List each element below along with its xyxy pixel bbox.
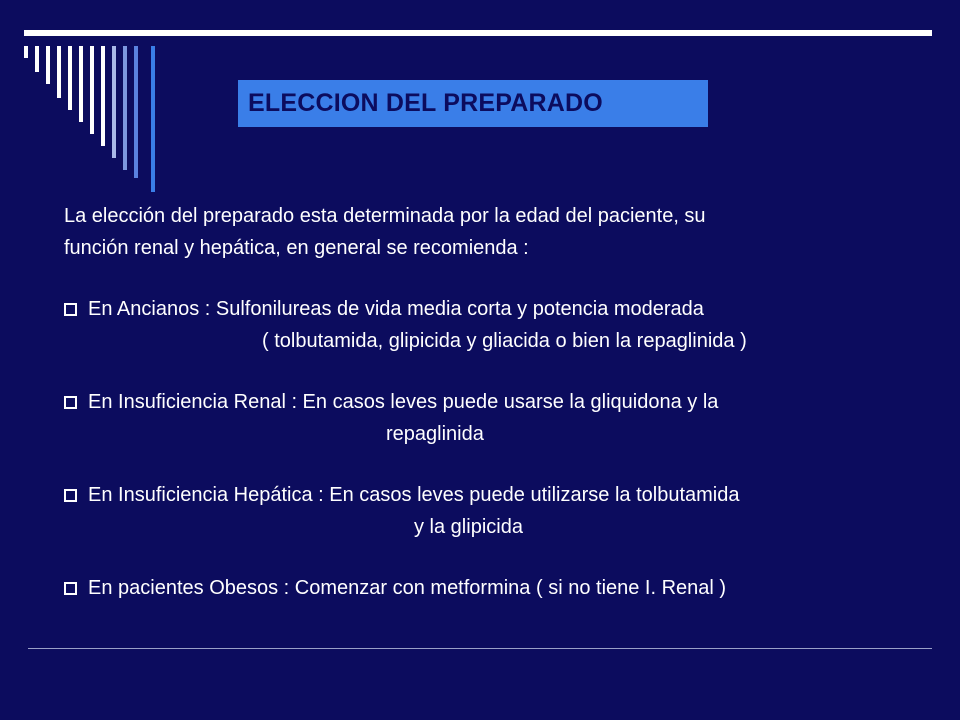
- decorative-bar: [57, 46, 61, 98]
- slide-title: ELECCION DEL PREPARADO: [248, 89, 603, 117]
- intro-line: La elección del preparado esta determinada por la edad del paciente, su: [64, 205, 706, 227]
- slide-body: [64, 200, 954, 604]
- top-rule: [24, 30, 932, 36]
- bullet-item: [64, 572, 954, 604]
- bullet-text: En Insuficiencia Renal : En casos leves puede usarse la gliquidona y la: [88, 391, 719, 413]
- decorative-bar: [35, 46, 39, 72]
- bullet-continuation: y la glipicida: [414, 516, 523, 538]
- bullet-item: [64, 293, 954, 325]
- bullet-continuation: ( tolbutamida, glipicida y gliacida o bien la repaglinida ): [262, 330, 747, 352]
- bottom-rule: [28, 648, 932, 649]
- decorative-bar: [134, 46, 138, 178]
- decorative-bar: [112, 46, 116, 158]
- checkbox-icon: [64, 396, 77, 409]
- decorative-bar: [24, 46, 28, 58]
- decorative-bar: [79, 46, 83, 122]
- bullet-text: En Ancianos : Sulfonilureas de vida media corta y potencia moderada: [88, 298, 704, 320]
- checkbox-icon: [64, 582, 77, 595]
- bullet-continuation: repaglinida: [386, 423, 484, 445]
- bullet-text: En Insuficiencia Hepática : En casos leves puede utilizarse la tolbutamida: [88, 484, 740, 506]
- decorative-bar: [90, 46, 94, 134]
- intro-line: función renal y hepática, en general se recomienda :: [64, 237, 529, 259]
- bullet-item: [64, 479, 954, 511]
- checkbox-icon: [64, 489, 77, 502]
- decorative-bar: [151, 46, 155, 192]
- bullet-item: [64, 386, 954, 418]
- decorative-bar: [46, 46, 50, 84]
- decorative-bar: [101, 46, 105, 146]
- decorative-bar: [123, 46, 127, 170]
- title-box: [238, 80, 708, 127]
- checkbox-icon: [64, 303, 77, 316]
- decorative-bar: [68, 46, 72, 110]
- bullet-text: En pacientes Obesos : Comenzar con metformina ( si no tiene I. Renal ): [88, 577, 727, 599]
